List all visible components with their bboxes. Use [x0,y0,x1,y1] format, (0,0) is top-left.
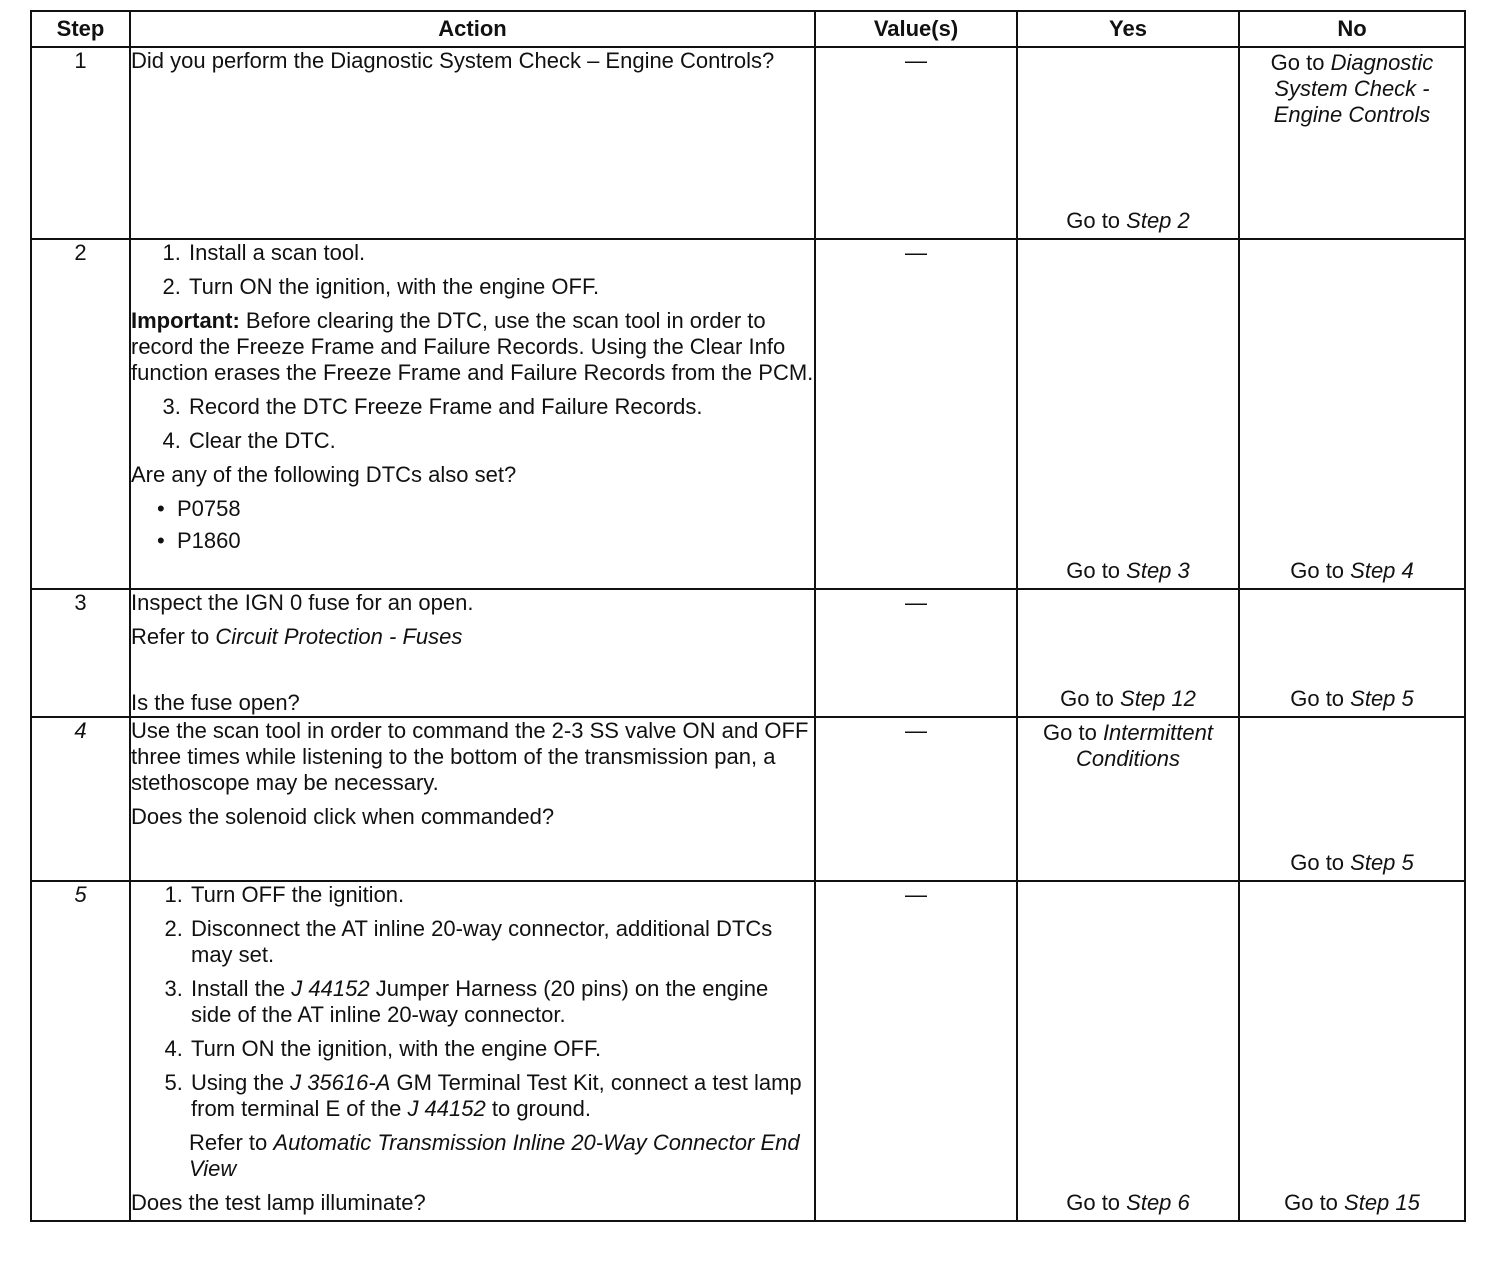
action-cell [130,717,815,881]
no-link-text: Go to Step 4 [1290,558,1414,583]
value-dash: — [905,590,927,615]
yes-cell [1017,717,1239,881]
value-dash: — [905,718,927,743]
question: Are any of the following DTCs also set? [131,462,517,487]
diagnostic-table [30,10,1466,1222]
refer-note [189,1130,814,1182]
value-cell [815,239,1017,589]
action-step-text: Using the [191,1070,284,1095]
value-cell [815,589,1017,717]
yes-link-text: Go to Step 12 [1060,686,1196,711]
action-cell [130,881,815,1221]
no-cell [1239,47,1465,239]
refer-prefix: Refer to [131,624,210,649]
action-cell [130,47,815,239]
yes-link-text: Go to Intermittent Conditions [1043,720,1213,771]
yes-link[interactable] [1018,1190,1238,1216]
table-row [31,717,1465,881]
value-dash: — [905,240,927,265]
no-link[interactable] [1240,558,1464,584]
yes-link[interactable] [1018,686,1238,712]
no-link-text: Go to Step 5 [1290,686,1414,711]
action-step-text: Jumper Harness (20 pins) on the engine side of the AT inline 20-way connector. [191,976,769,1027]
spacer [131,658,814,690]
important-text: Before clearing the DTC, use the scan tool in order to record the Freeze Frame and Failure Records. Using the Clear Info function erases the Freeze Frame and Failure Records from the PCM. [131,308,814,385]
action-step: 4. Turn ON the ignition, with the engine OFF. [189,1036,814,1062]
yes-link[interactable] [1018,208,1238,234]
refer-prefix: Refer to [189,1130,268,1155]
important-note [131,308,814,386]
yes-cell [1017,47,1239,239]
yes-link-text: Go to Step 2 [1066,208,1190,233]
value-dash: — [905,48,927,73]
value-cell [815,717,1017,881]
table-row [31,589,1465,717]
action-step: 1. Install a scan tool. [187,240,814,266]
header-step: Step [31,11,130,47]
value-cell [815,47,1017,239]
step-number: 5 [31,881,130,1221]
yes-link[interactable] [1018,718,1238,772]
action-steps [131,240,814,300]
action-steps [131,882,814,1122]
no-cell [1239,717,1465,881]
dtc-list [131,496,814,554]
no-cell [1239,239,1465,589]
yes-link-text: Go to Step 3 [1066,558,1190,583]
no-cell [1239,881,1465,1221]
header-yes: Yes [1017,11,1239,47]
dtc-item: • P1860 [177,528,814,554]
action-cell [130,589,815,717]
action-step-text: Install the [191,976,286,1001]
action-step: 1. Turn OFF the ignition. [189,882,814,908]
refer-link[interactable]: Automatic Transmission Inline 20-Way Connector End View [189,1130,800,1181]
tool-reference: J 35616-A [290,1070,391,1095]
table-row [31,239,1465,589]
action-step [189,1070,814,1122]
refer-note [131,624,814,650]
action-step: 3. Record the DTC Freeze Frame and Failure Records. [187,394,814,420]
no-link[interactable] [1240,1190,1464,1216]
value-cell [815,881,1017,1221]
important-label: Important: [131,308,240,333]
no-link[interactable] [1240,686,1464,712]
action-step: 2. Disconnect the AT inline 20-way connector, additional DTCs may set. [189,916,814,968]
tool-reference: J 44152 [291,976,370,1001]
yes-link-text: Go to Step 6 [1066,1190,1190,1215]
step-number: 2 [31,239,130,589]
step-number: 1 [31,47,130,239]
action-step: 2. Turn ON the ignition, with the engine OFF. [187,274,814,300]
dtc-item: • P0758 [177,496,814,522]
action-text: Use the scan tool in order to command the 2-3 SS valve ON and OFF three times while listening to the bottom of the transmission pan, a stethoscope may be necessary. [131,718,809,795]
question: Does the test lamp illuminate? [131,1190,426,1215]
header-action: Action [130,11,815,47]
question: Does the solenoid click when commanded? [131,804,555,829]
no-cell [1239,589,1465,717]
action-text: Inspect the IGN 0 fuse for an open. [131,590,474,615]
no-link-text: Go to Diagnostic System Check - Engine Controls [1270,50,1434,127]
action-step-text: to ground. [491,1096,591,1121]
tool-reference: J 44152 [407,1096,486,1121]
refer-link[interactable]: Circuit Protection - Fuses [215,624,463,649]
action-step [189,976,814,1028]
header-values: Value(s) [815,11,1017,47]
no-link[interactable] [1240,850,1464,876]
step-number: 4 [31,717,130,881]
yes-cell [1017,239,1239,589]
no-link-text: Go to Step 5 [1290,850,1414,875]
header-no: No [1239,11,1465,47]
table-row [31,881,1465,1221]
action-steps [131,394,814,454]
action-text: Did you perform the Diagnostic System Check – Engine Controls? [131,48,775,73]
yes-cell [1017,589,1239,717]
question: Is the fuse open? [131,690,300,715]
header-row [31,11,1465,47]
table-row [31,47,1465,239]
yes-cell [1017,881,1239,1221]
yes-link[interactable] [1018,558,1238,584]
no-link-text: Go to Step 15 [1284,1190,1420,1215]
action-step: 4. Clear the DTC. [187,428,814,454]
action-cell [130,239,815,589]
value-dash: — [905,882,927,907]
action-step-text: GM Terminal Test Kit, connect a test lamp from terminal E of the [191,1070,802,1121]
step-number: 3 [31,589,130,717]
no-link[interactable] [1240,48,1464,128]
